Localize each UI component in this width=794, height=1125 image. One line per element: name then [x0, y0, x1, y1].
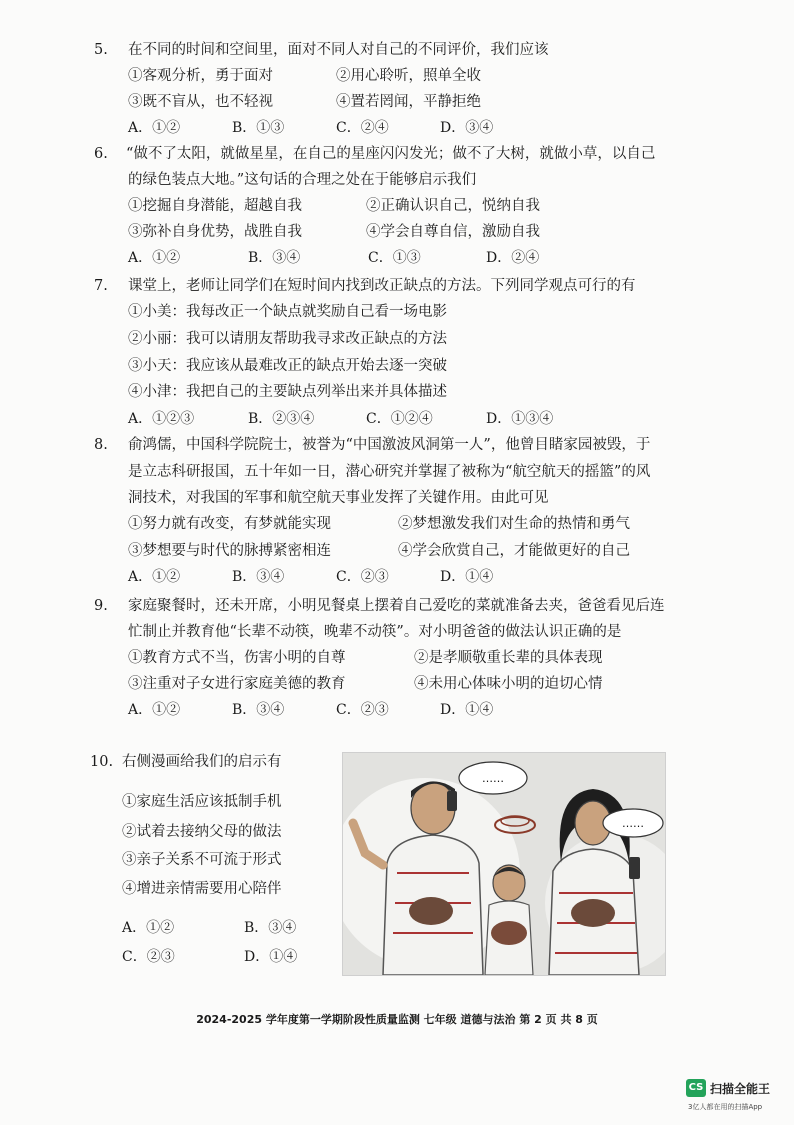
- q5-option-c: C．②④: [336, 120, 389, 136]
- q10-option-b: B．③④: [244, 920, 297, 936]
- q6-statement-3: ③弥补自身优势，战胜自我: [128, 224, 302, 240]
- q10-option-d: D．①④: [244, 949, 298, 965]
- q8-statement-4: ④学会欣赏自己，才能做更好的自己: [398, 543, 630, 559]
- q6-stem-line-2: 的绿色装点大地。”这句话的合理之处在于能够启示我们: [128, 172, 477, 188]
- q10-stem: 右侧漫画给我们的启示有: [122, 754, 282, 770]
- q6-number: 6.: [94, 146, 108, 162]
- q5-option-d: D．③④: [440, 120, 494, 136]
- q9-number: 9.: [94, 598, 108, 614]
- q9-option-a: A．①②: [128, 702, 181, 718]
- q7-option-b: B．②③④: [248, 411, 315, 427]
- q8-stem-line-3: 洞技术，对我国的军事和航空航天事业发挥了关键作用。由此可见: [128, 490, 549, 506]
- q9-statement-4: ④未用心体味小明的迫切心情: [414, 676, 603, 692]
- q7-statement-1: ①小美：我每改正一个缺点就奖励自己看一场电影: [128, 304, 447, 320]
- q9-statement-1: ①教育方式不当，伤害小明的自尊: [128, 650, 346, 666]
- q8-number: 8.: [94, 437, 108, 453]
- q9-statement-2: ②是孝顺敬重长辈的具体表现: [414, 650, 603, 666]
- q6-stem-line-1: “做不了太阳，就做星星，在自己的星座闪闪发光；做不了大树，就做小草，以自己: [126, 146, 656, 162]
- q8-statement-1: ①努力就有改变，有梦就能实现: [128, 516, 331, 532]
- q10-statement-2: ②试着去接纳父母的做法: [122, 824, 282, 840]
- q5-statement-3: ③既不盲从，也不轻视: [128, 94, 273, 110]
- q8-statement-2: ②梦想激发我们对生命的热情和勇气: [398, 516, 630, 532]
- camscanner-logo-icon: CS: [686, 1079, 706, 1097]
- q6-statement-2: ②正确认识自己，悦纳自我: [366, 198, 540, 214]
- q9-stem-line-2: 忙制止并教育他“长辈不动筷，晚辈不动筷”。对小明爸爸的做法认识正确的是: [128, 624, 622, 640]
- q6-option-a: A．①②: [128, 250, 181, 266]
- bubble-1-text: ……: [482, 772, 504, 785]
- q9-option-b: B．③④: [232, 702, 285, 718]
- q8-option-d: D．①④: [440, 569, 494, 585]
- q8-option-c: C．②③: [336, 569, 389, 585]
- q7-statement-3: ③小天：我应该从最难改正的缺点开始去逐一突破: [128, 358, 447, 374]
- q7-option-c: C．①②④: [366, 411, 433, 427]
- q9-statement-3: ③注重对子女进行家庭美德的教育: [128, 676, 346, 692]
- q6-option-d: D．②④: [486, 250, 540, 266]
- q5-stem: 在不同的时间和空间里，面对不同人对自己的不同评价，我们应该: [128, 42, 549, 58]
- camscanner-name: 扫描全能王: [710, 1082, 771, 1096]
- q7-option-a: A．①②③: [128, 411, 195, 427]
- q6-statement-4: ④学会自尊自信，激励自我: [366, 224, 540, 240]
- q8-stem-line-2: 是立志科研报国，五十年如一日，潜心研究并掌握了被称为“航空航天的摇篮”的风: [128, 464, 651, 480]
- q8-option-b: B．③④: [232, 569, 285, 585]
- bubble-2-text: ……: [622, 817, 644, 830]
- q5-option-a: A．①②: [128, 120, 181, 136]
- q8-statement-3: ③梦想要与时代的脉搏紧密相连: [128, 543, 331, 559]
- camscanner-tagline: 3亿人都在用的扫描App: [688, 1103, 763, 1111]
- q9-option-d: D．①④: [440, 702, 494, 718]
- q7-stem: 课堂上，老师让同学们在短时间内找到改正缺点的方法。下列同学观点可行的有: [128, 278, 636, 294]
- q6-statement-1: ①挖掘自身潜能，超越自我: [128, 198, 302, 214]
- family-phone-cartoon: [342, 752, 666, 976]
- q6-option-c: C．①③: [368, 250, 421, 266]
- q5-statement-2: ②用心聆听，照单全收: [336, 68, 481, 84]
- q10-option-a: A．①②: [122, 920, 175, 936]
- q10-number: 10.: [90, 754, 114, 770]
- q5-statement-1: ①客观分析，勇于面对: [128, 68, 273, 84]
- q7-option-d: D．①③④: [486, 411, 554, 427]
- q5-statement-4: ④置若罔闻，平静拒绝: [336, 94, 481, 110]
- q8-stem-line-1: 俞鸿儒，中国科学院院士，被誉为“中国激波风洞第一人”，他曾目睹家园被毁，于: [128, 437, 651, 453]
- cartoon-drawing: [343, 753, 665, 975]
- q10-statement-4: ④增进亲情需要用心陪伴: [122, 881, 282, 897]
- q5-number: 5.: [94, 42, 108, 58]
- q5-option-b: B．①③: [232, 120, 285, 136]
- q10-statement-1: ①家庭生活应该抵制手机: [122, 794, 282, 810]
- q10-option-c: C．②③: [122, 949, 175, 965]
- q6-option-b: B．③④: [248, 250, 301, 266]
- q7-statement-2: ②小丽：我可以请朋友帮助我寻求改正缺点的方法: [128, 331, 447, 347]
- q8-option-a: A．①②: [128, 569, 181, 585]
- q10-statement-3: ③亲子关系不可流于形式: [122, 852, 282, 868]
- q9-stem-line-1: 家庭聚餐时，还未开席，小明见餐桌上摆着自己爱吃的菜就准备去夹，爸爸看见后连: [128, 598, 665, 614]
- q9-option-c: C．②③: [336, 702, 389, 718]
- q7-statement-4: ④小津：我把自己的主要缺点列举出来并具体描述: [128, 384, 447, 400]
- q7-number: 7.: [94, 278, 108, 294]
- page-footer: 2024-2025 学年度第一学期阶段性质量监测 七年级 道德与法治 第 2 页 共 8 页: [196, 1013, 598, 1026]
